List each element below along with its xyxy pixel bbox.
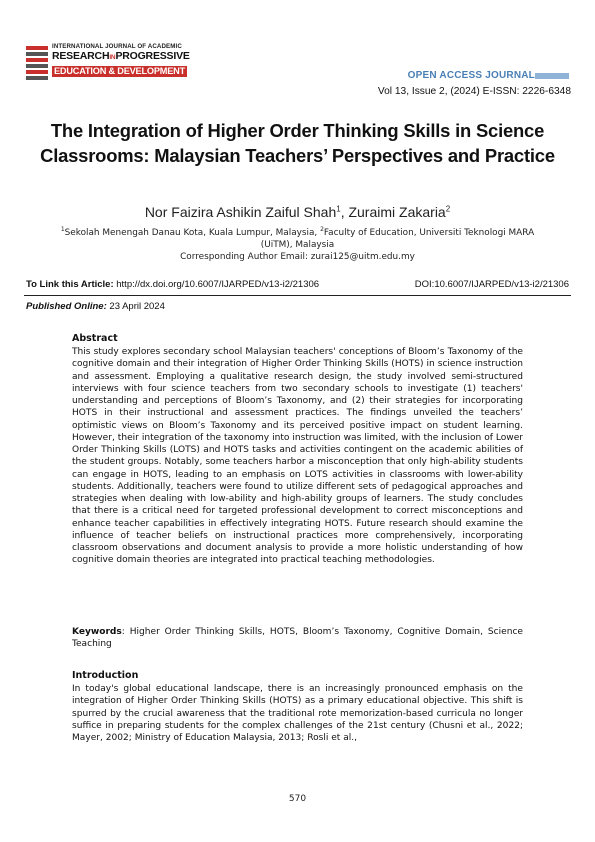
logo-mark-icon	[26, 46, 48, 80]
keywords: Keywords: Higher Order Thinking Skills, HOTS, Bloom’s Taxonomy, Cognitive Domain, Science Teaching	[72, 627, 523, 650]
divider	[24, 295, 571, 296]
open-access-bar	[535, 73, 569, 79]
published-online: Published Online: 23 April 2024	[26, 301, 165, 312]
open-access-label: OPEN ACCESS JOURNAL	[407, 70, 535, 81]
introduction-heading: Introduction	[72, 670, 139, 681]
corresponding-email[interactable]: Corresponding Author Email: zurai125@uitm.edu.my	[180, 252, 415, 263]
page-number: 570	[288, 794, 307, 804]
logo-line-1: INTERNATIONAL JOURNAL OF ACADEMIC	[52, 43, 182, 50]
author-list: Nor Faizira Ashikin Zaiful Shah$^1$, Zuraimi Zakaria$^2$	[144, 204, 451, 220]
abstract-heading: Abstract	[72, 333, 118, 344]
logo-line-2: RESEARCHINPROGRESSIVE	[52, 50, 190, 63]
volume-issue: Vol 13, Issue 2, (2024) E-ISSN: 2226-6348	[377, 86, 571, 97]
article-link[interactable]: To Link this Article: http://dx.doi.org/10.6007/IJARPED/v13-i2/21306	[26, 279, 320, 290]
logo-line-3: EDUCATION & DEVELOPMENT	[54, 65, 186, 76]
affiliations: $^1$Sekolah Menengah Danau Kota, Kuala Lumpur, Malaysia, $^2$Faculty of Education, Universiti Teknologi MARA (UiTM), Malaysia Corresponding Author Email: zurai125@uitm.edu.my	[60, 226, 535, 263]
abstract-text: This study explores secondary school Malaysian teachers' conceptions of Bloom’s Taxonomy of the cognitive domain and their integration of Higher Order Thinking Skills (HOTS) in science instruction and assessment. Employing a qualitative research design, the study involved semi-structured interviews with four science teachers from two secondary schools to investigate (1) teachers' understanding and perceptions of Bloom’s Taxonomy, and (2) their strategies for incorporating HOTS in their instructional and assessment practices. The findings unveiled the teachers’ optimistic views on Bloom’s Taxonomy and its perceived positive impact on student learning. However, their integration of the taxonomy into instruction was limited, with the inclusion of Lower Order Thinking Skills (LOTS) and HOTS tasks and activities contingent on the academic abilities of the student groups. Notably, some teachers harbor a misconception that only high-ability students can engage in HOTS, leading to an emphasis on LOTS activities in classrooms with lower-ability students. Additionally, teachers were found to utilize different sets of pedagogical approaches and strategies when dealing with low-ability and high-ability groups of learners. The study concludes that there is a critical need for targeted professional development to correct misconceptions and enhance teacher capabilities in effectively integrating HOTS. Future research should examine the influence of teacher beliefs on instructional practices more comprehensively, incorporating classroom observations and document analysis to provide a more holistic understanding of how cognitive domain theories are integrated into practical teaching methodologies.	[72, 347, 523, 566]
logo-wordmark	[52, 44, 190, 78]
journal-logo	[26, 43, 190, 84]
article-doi[interactable]: DOI:10.6007/IJARPED/v13-i2/21306	[414, 279, 569, 290]
paper-title: The Integration of Higher Order Thinking Skills in Science Classrooms: Malaysian Teachers’ Perspectives and Practice	[40, 120, 555, 166]
introduction-text: In today's global educational landscape, there is an increasingly pronounced emphasis on the integration of Higher Order Thinking Skills (HOTS) as a primary educational objective. This shift is spurred by the crucial awareness that the traditional rote memorization-based curricula no longer suffice in preparing students for the complex challenges of the 21st century (Chusni et al., 2022; Mayer, 2002; Ministry of Education Malaysia, 2013; Rosli et al.,	[72, 684, 523, 743]
